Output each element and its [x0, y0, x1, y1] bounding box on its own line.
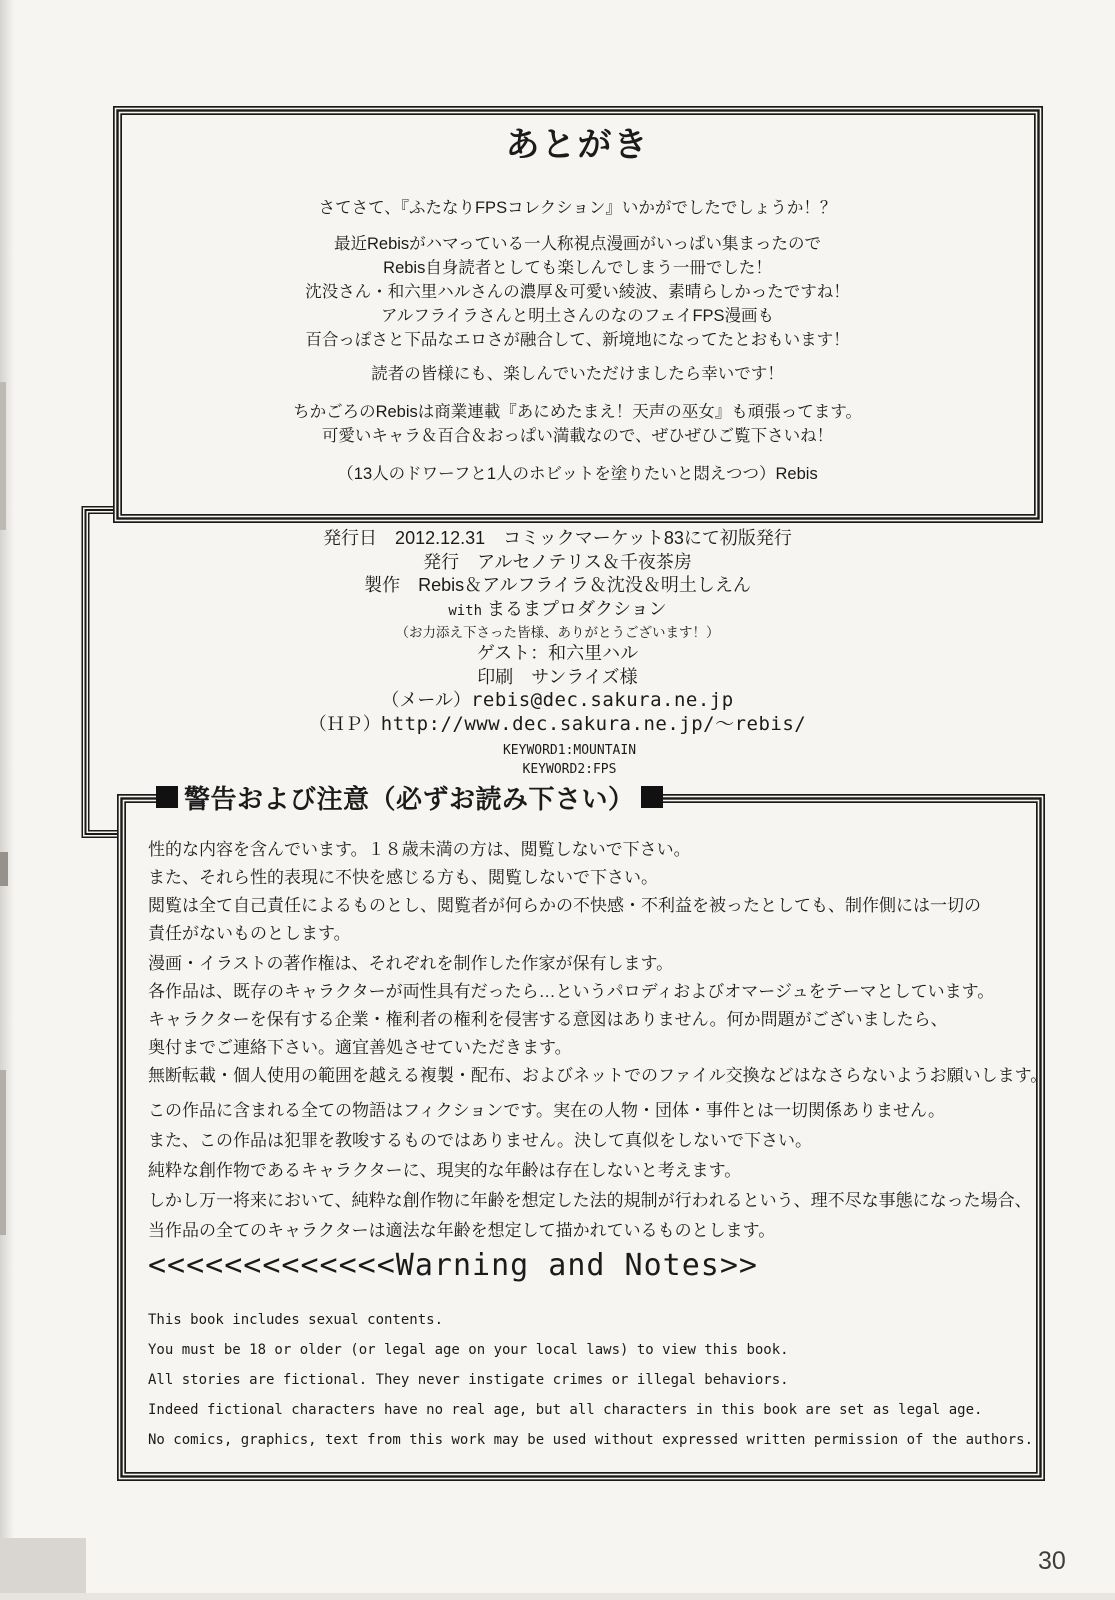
warning-line: 漫画・イラストの著作権は、それぞれを制作した作家が保有します。	[148, 954, 674, 973]
warning-jp-paragraph-2	[148, 950, 1048, 1090]
warning-header	[156, 777, 663, 817]
afterword-box	[117, 110, 1038, 486]
afterword-paragraph-2	[117, 232, 1038, 352]
warning-heading: 警告および注意（必ずお読み下さい）	[184, 783, 635, 814]
colophon-print-line: 印刷 サンライズ様	[477, 666, 638, 687]
warning-line: また、それら性的表現に不快を感じる方も、閲覧しないで下さい。	[148, 868, 658, 887]
warning-jp-paragraph-1	[148, 836, 1040, 948]
page-number: 30	[1038, 1547, 1066, 1575]
warning-en-heading: <<<<<<<<<<<<<Warning and Notes>>	[148, 1248, 758, 1283]
colophon-publisher-line: 発行 アルセノテリス＆千夜茶房	[423, 551, 692, 572]
colophon-date-line: 発行日 2012.12.31 コミックマーケット83にて初版発行	[323, 528, 792, 548]
afterword-line: 沈没さん・和六里ハルさんの濃厚＆可愛い綾波、素晴らしかったですね！	[305, 283, 850, 301]
colophon-guest-line: ゲスト：和六里ハル	[476, 643, 639, 663]
warning-line: 性的な内容を含んでいます。１８歳未満の方は、閲覧しないで下さい。	[148, 840, 691, 859]
afterword-line: 読者の皆様にも、楽しんでいただけましたら幸いです！	[371, 365, 784, 383]
warning-line: 無断転載・個人使用の範囲を越える複製・配布、およびネットでのファイル交換などはなさらないようお願いします。	[148, 1066, 1048, 1085]
warning-english-text	[148, 1305, 1048, 1455]
warning-japanese-text	[148, 836, 1048, 1246]
warning-line: この作品に含まれる全ての物語はフィクションです。実在の人物・団体・事件とは一切関係ありません。	[148, 1101, 945, 1120]
warning-line: 責任がないものとします。	[148, 924, 351, 943]
warning-en-line: All stories are fictional. They never instigate crimes or illegal behaviors.	[148, 1372, 789, 1388]
warning-line: 各作品は、既存のキャラクターが両性具有だったら…というパロディおよびオマージュをテーマとしています。	[148, 982, 995, 1001]
afterword-signature	[117, 462, 1038, 486]
afterword-line: 可愛いキャラ＆百合＆おっぱい満載なので、ぜひぜひご覧下さいね！	[321, 427, 834, 445]
keyword-line-2: KEYWORD2:FPS	[522, 762, 617, 777]
scan-artifact	[0, 1593, 1115, 1600]
afterword-line: ちかごろのRebisは商業連載『あにめたまえ！天声の巫女』も頑張ってます。	[293, 403, 862, 421]
afterword-paragraph-4	[117, 400, 1038, 448]
scan-artifact	[0, 0, 14, 1600]
warning-line: 奥付までご連絡下さい。適宜善処させていただきます。	[148, 1038, 572, 1057]
with-label: with	[448, 602, 483, 619]
afterword-line: Rebis自身読者としても楽しんでしまう一冊でした！	[383, 259, 772, 277]
afterword-line: 百合っぽさと下品なエロさが融合して、新境地になってたとおもいます！	[305, 331, 850, 349]
with-name: まるまプロダクション	[487, 598, 667, 619]
warning-en-line: No comics, graphics, text from this work may be used without expressed written permission of the authors.	[148, 1432, 1034, 1448]
scan-artifact	[0, 382, 6, 530]
keyword-line-1: KEYWORD1:MOUNTAIN	[502, 743, 637, 758]
mail-address: rebis@dec.sakura.ne.jp	[470, 689, 734, 711]
afterword-line: （13人のドワーフと1人のホビットを塗りたいと悶えつつ）Rebis	[337, 465, 818, 483]
warning-en-line: Indeed fictional characters have no real age, but all characters in this book are set as legal age.	[148, 1402, 983, 1418]
warning-line: また、この作品は犯罪を教唆するものではありません。決して真似をしないで下さい。	[148, 1131, 813, 1150]
warning-en-line: You must be 18 or older (or legal age on your local laws) to view this book.	[148, 1342, 789, 1358]
afterword-line: 最近Rebisがハマっている一人称視点漫画がいっぱい集まったので	[333, 235, 822, 253]
colophon-production-line: 製作 Rebis＆アルフライラ＆沈没＆明土しえん	[364, 575, 751, 595]
colophon-thanks-line: （お力添え下さった皆様、ありがとうございます！）	[395, 625, 720, 640]
warning-line: 当作品の全てのキャラクターは適法な年齢を想定して描かれているものとします。	[148, 1221, 776, 1240]
warning-line: 純粋な創作物であるキャラクターに、現実的な年齢は存在しないと考えます。	[148, 1161, 742, 1180]
afterword-paragraph-1	[117, 196, 1038, 220]
mail-label: （メール）	[381, 690, 471, 710]
afterword-title: あとがき	[505, 126, 650, 164]
warning-line: 閲覧は全て自己責任によるものとし、閲覧者が何らかの不快感・不利益を被ったとしても、制作側には一切の	[148, 896, 981, 915]
colophon-hp-line	[0, 713, 1115, 737]
afterword-paragraph-3	[117, 362, 1038, 386]
hp-url: http://www.dec.sakura.ne.jp/～rebis/	[380, 712, 807, 735]
warning-square-right-icon	[641, 786, 663, 808]
scan-artifact	[0, 1538, 86, 1600]
hp-label: （ＨＰ）	[308, 713, 381, 734]
warning-en-line: This book includes sexual contents.	[148, 1312, 444, 1328]
warning-square-left-icon	[156, 786, 178, 808]
colophon-keywords	[12, 741, 1115, 779]
scan-artifact	[0, 1070, 6, 1235]
warning-jp-paragraph-3	[148, 1096, 1040, 1246]
warning-line: キャラクターを保有する企業・権利者の権利を侵害する意図はありません。何か問題がございましたら、	[148, 1010, 948, 1029]
scan-artifact	[0, 852, 8, 886]
colophon-with-line	[0, 598, 1115, 624]
afterword-line: アルフライラさんと明土さんのなのフェイFPS漫画も	[380, 307, 775, 325]
colophon	[0, 527, 1115, 779]
colophon-mail-line	[0, 689, 1115, 713]
warning-line: しかし万一将来において、純粋な創作物に年齢を想定した法的規制が行われるという、理不尽な事態になった場合、	[148, 1191, 1032, 1210]
afterword-line: さてさて、『ふたなりFPSコレクション』いかがでしたでしょうか！？	[318, 199, 837, 217]
